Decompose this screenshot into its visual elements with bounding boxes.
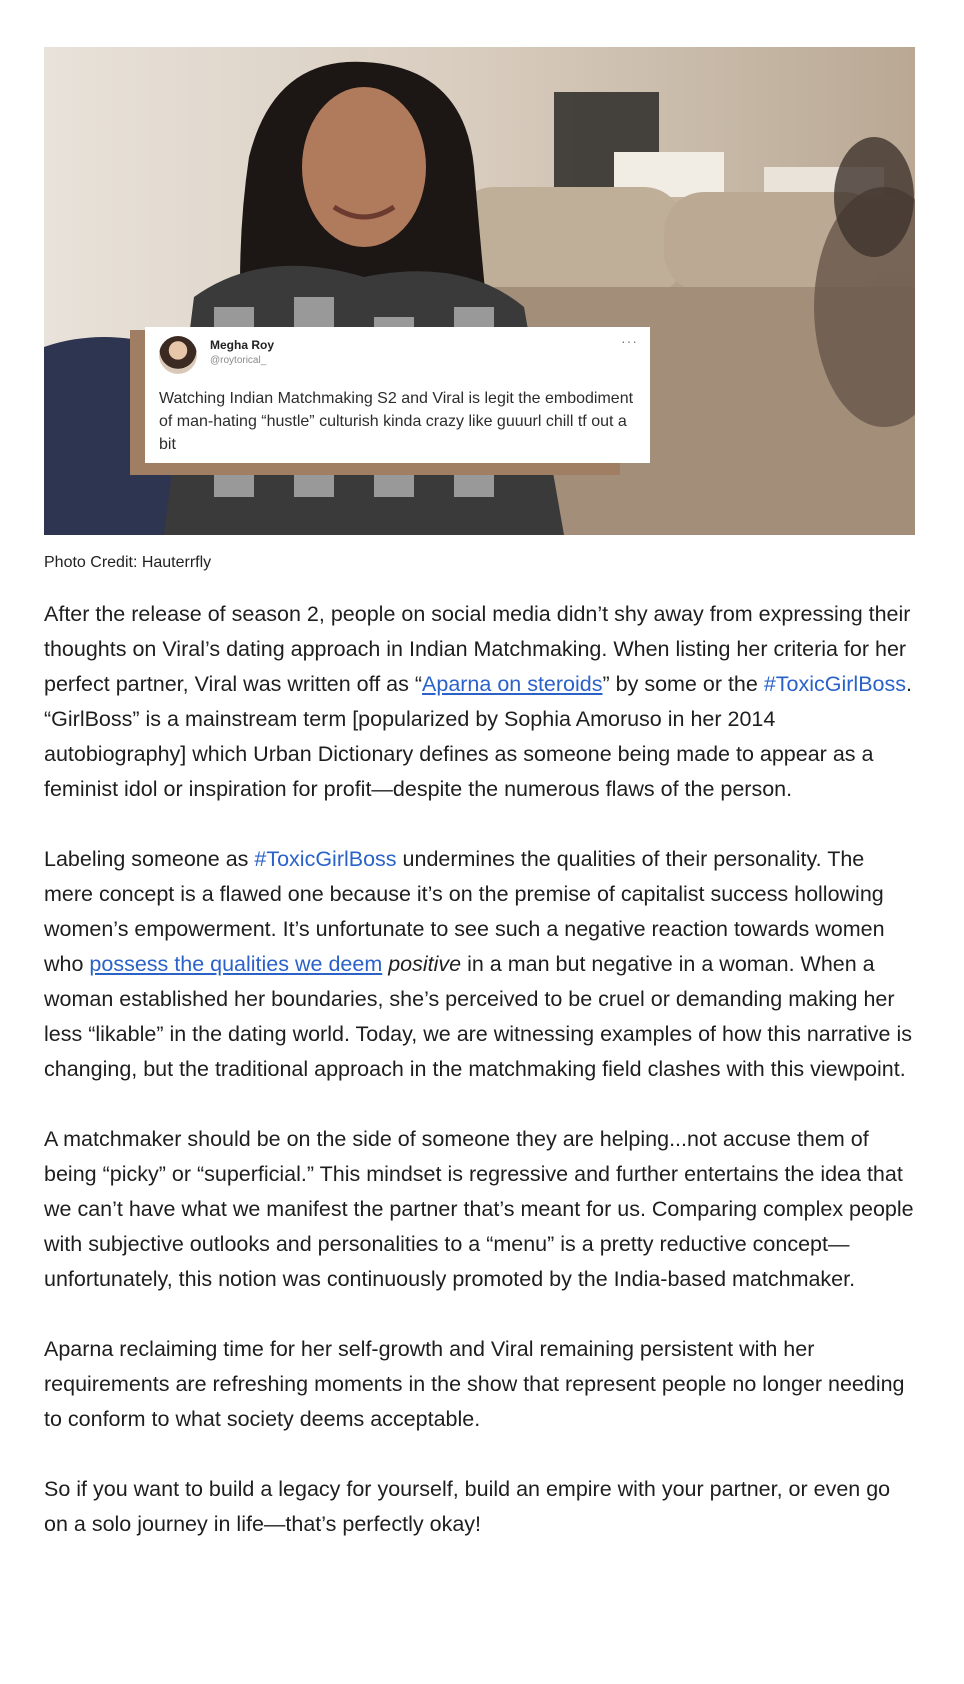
aparna-on-steroids-link[interactable]: Aparna on steroids — [422, 672, 603, 696]
tweet-text: Watching Indian Matchmaking S2 and Viral is legit the embodiment of man-hating “hustle” culturish kinda crazy like guuurl chill tf out a bit — [159, 390, 634, 453]
paragraph-2: Labeling someone as #ToxicGirlBoss undermines the qualities of their personality. The mere concept is a flawed one because it’s on the premise of capitalist success hollowing women’s empowerment. It’s unfortunate to see such a negative reaction towards women who possess the qualities we deem positive in a man but negative in a woman. When a woman established her boundaries, she’s perceived to be cruel or demanding making her less “likable” in the dating world. Today, we are witnessing examples of how this narrative is changing, but the traditional approach in the matchmaking field clashes with this viewpoint. — [44, 847, 912, 1081]
paragraph-3: A matchmaker should be on the side of someone they are helping...not accuse them of being “picky” or “superficial.” This mindset is regressive and further entertains the idea that we can’t have what we manifest the partner that’s meant for us. Comparing complex people with subjective outlooks and personalities to a “menu” is a pretty reductive concept—unfortunately, this notion was continuously promoted by the India-based matchmaker. — [44, 1127, 914, 1291]
paragraph-5: So if you want to build a legacy for yourself, build an empire with your partner, or even go on a solo journey in life—that’s perfectly okay! — [44, 1477, 891, 1536]
tweet-card — [145, 327, 650, 463]
paragraph-4: Aparna reclaiming time for her self-growth and Viral remaining persistent with her requirements are refreshing moments in the show that represent people no longer needing to conform to what society deems acceptable. — [44, 1337, 905, 1431]
more-options-icon: ··· — [621, 333, 638, 349]
possess-qualities-link[interactable]: possess the qualities we deem — [89, 952, 383, 976]
article-body — [44, 597, 916, 1577]
photo-caption: Photo Credit: Hauterrfly — [44, 554, 212, 571]
toxic-girlboss-hashtag-link-2[interactable]: #ToxicGirlBoss — [254, 847, 397, 871]
toxic-girlboss-hashtag-link[interactable]: #ToxicGirlBoss — [763, 672, 907, 696]
tweet-author-handle: @roytorical_ — [210, 355, 267, 366]
emphasis-positive: positive — [388, 952, 462, 976]
tweet-author-name: Megha Roy — [210, 338, 275, 352]
avatar — [159, 336, 197, 374]
paragraph-1: After the release of season 2, people on social media didn’t shy away from expressing their thoughts on Viral’s dating approach in Indian Matchmaking. When listing her criteria for her perfect partner, Viral was written off as “Aparna on steroids” by some or the #ToxicGirlBoss. “GirlBoss” is a mainstream term [popularized by Sophia Amoruso in her 2014 autobiography] which Urban Dictionary defines as someone being made to appear as a feminist idol or inspiration for profit—despite the numerous flaws of the person. — [44, 602, 912, 801]
